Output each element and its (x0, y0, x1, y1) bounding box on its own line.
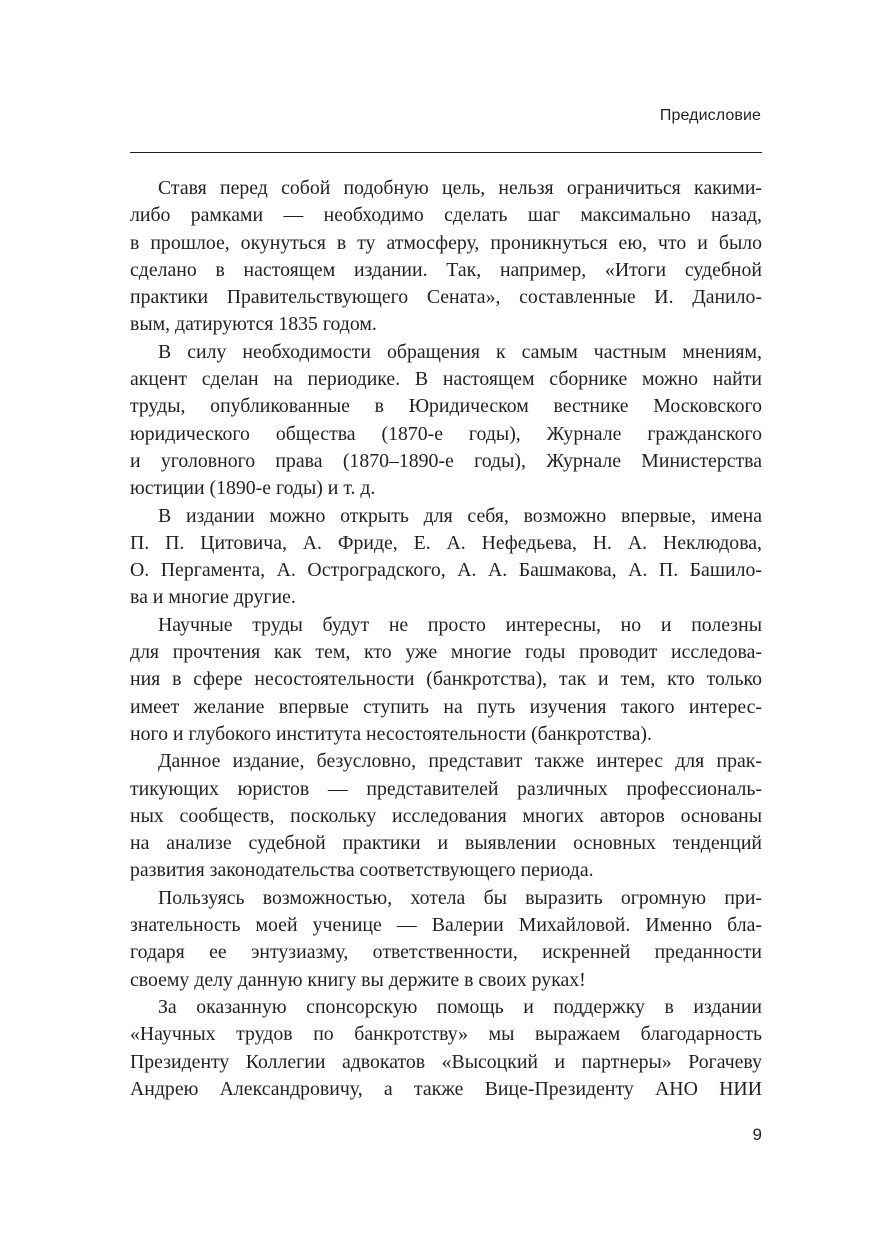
text-line: труды, опубликованные в Юридическом вестнике Московского (130, 395, 762, 418)
text-line: акцент сделан на периодике. В настоящем сборнике можно найти (130, 368, 762, 391)
text-line: развития законодательства соответствующего периода. (130, 859, 594, 882)
paragraph (130, 612, 762, 748)
text-line: «Научных трудов по банкротству» мы выражаем благодарность (130, 1023, 762, 1046)
paragraph (130, 175, 762, 339)
text-line: юстиции (1890-е годы) и т. д. (130, 477, 376, 500)
body-text (130, 175, 762, 1103)
text-line: и уголовного права (1870–1890-е годы), Журнале Министерства (130, 449, 762, 472)
text-line: П. П. Цитовича, А. Фриде, Е. А. Нефедьева, Н. А. Неклюдова, (130, 531, 762, 554)
page-number: 9 (752, 1125, 762, 1144)
text-line: За оказанную спонсорскую помощь и поддержку в издании (158, 995, 762, 1018)
text-line: тикующих юристов — представителей различных профессиональ- (130, 777, 762, 800)
paragraph (130, 339, 762, 503)
text-line: ния в сфере несостоятельности (банкротства), так и тем, кто только (130, 668, 762, 691)
text-line: вым, датируются 1835 годом. (130, 313, 377, 336)
text-line: Ставя перед собой подобную цель, нельзя ограничиться какими- (158, 177, 762, 199)
text-line: Президенту Коллегии адвокатов «Высоцкий и партнеры» Рогачеву (130, 1050, 762, 1073)
text-line: юридического общества (1870-е годы), Журнале гражданского (130, 422, 762, 445)
paragraph (130, 503, 762, 612)
text-line: знательность моей ученице — Валерии Михайловой. Именно бла- (130, 914, 762, 937)
text-line: на анализе судебной практики и выявлении основных тенденций (130, 832, 762, 855)
paragraph (130, 994, 762, 1103)
text-line: О. Пергамента, А. Остроградского, А. А. Башмакова, А. П. Башило- (130, 559, 762, 582)
text-line: Научные труды будут не просто интересны, но и полезны (158, 613, 762, 636)
header-rule (130, 152, 762, 153)
text-line: годаря ее энтузиазму, ответственности, искренней преданности (130, 941, 762, 964)
text-line: либо рамками — необходимо сделать шаг максимально назад, (130, 204, 762, 227)
text-line: Данное издание, безусловно, представит также интерес для прак- (158, 750, 762, 773)
text-line: своему делу данную книгу вы держите в своих руках! (130, 968, 586, 991)
text-line: В силу необходимости обращения к самым частным мнениям, (158, 340, 762, 363)
text-line: сделано в настоящем издании. Так, например, «Итоги судебной (130, 258, 762, 281)
text-line: ных сообществ, поскольку исследования многих авторов основаны (130, 804, 762, 827)
running-head: Предисловие (659, 107, 761, 124)
text-line: Пользуясь возможностью, хотела бы выразить огромную при- (158, 886, 762, 909)
paragraph (130, 885, 762, 994)
text-line: В издании можно открыть для себя, возможно впервые, имена (158, 504, 762, 527)
text-line: имеет желание впервые ступить на путь изучения такого интерес- (130, 695, 762, 718)
text-line: в прошлое, окунуться в ту атмосферу, проникнуться ею, что и было (130, 231, 762, 254)
paragraph (130, 748, 762, 884)
text-line: практики Правительствующего Сената», составленные И. Данило- (130, 286, 762, 309)
text-line: Андрею Александровичу, а также Вице-Президенту АНО НИИ (130, 1077, 762, 1100)
text-line: для прочтения как тем, кто уже многие годы проводит исследова- (130, 641, 762, 664)
text-line: ва и многие другие. (130, 586, 296, 609)
text-line: ного и глубокого института несостоятельности (банкротства). (130, 722, 652, 745)
